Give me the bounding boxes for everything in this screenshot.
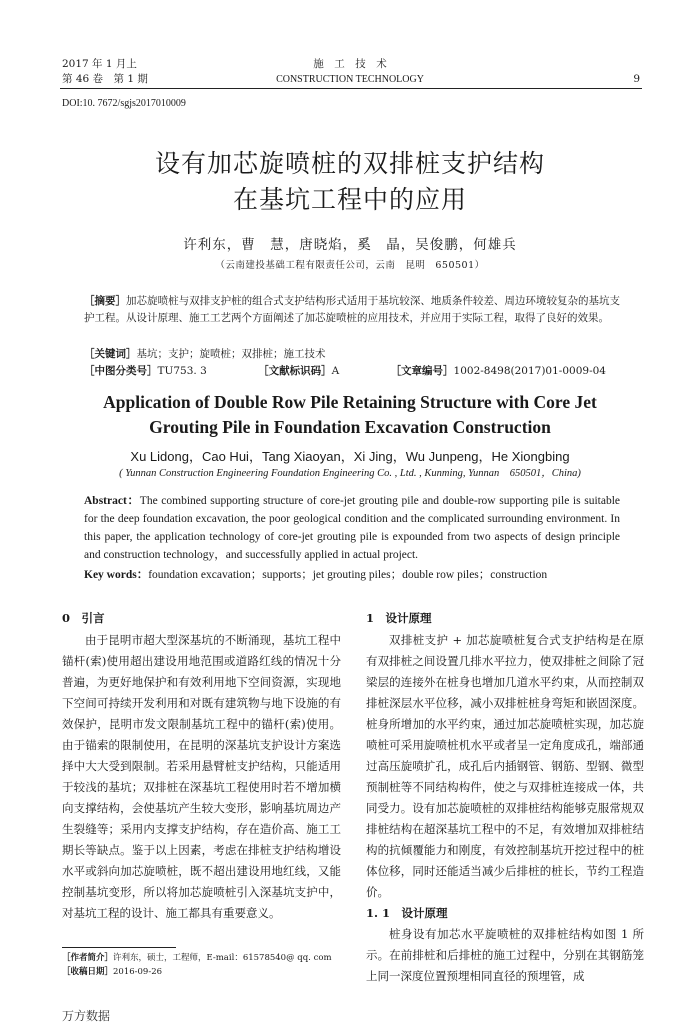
doc-code-label: ［文献标识码］	[258, 365, 332, 377]
abstract-cn	[84, 293, 620, 327]
design-paragraph-2: 桩身设有加芯水平旋喷桩的双排桩结构如图 1 所示。在前排桩和后排桩的施工过程中，分别在其钢筋笼上同一深度位置预埋相同直径的预埋管，成	[366, 927, 644, 983]
affiliation-en: ( Yunnan Construction Engineering Foundation Engineering Co. , Ltd. , Kunming, Yunnan 650501，China)	[119, 468, 581, 479]
right-column-body	[366, 630, 644, 987]
header-date: 2017 年 1 月上	[62, 58, 137, 70]
section-0-title: 0 引言	[62, 611, 105, 625]
title-en-line1: Application of Double Row Pile Retaining Structure with Core Jet	[103, 392, 597, 412]
authors-cn: 许利东，曹 慧，唐晓焰，奚 晶，吴俊鹏，何雄兵	[183, 237, 517, 253]
footnote-date-label: ［收稿日期］	[62, 967, 114, 977]
footnote-rule	[62, 947, 176, 948]
header-volume: 第 46 卷 第 1 期	[62, 73, 148, 85]
header-journal-en: CONSTRUCTION TECHNOLOGY	[276, 74, 424, 85]
keywords-cn-text: 基坑；支护；旋喷桩；双排桩；施工技术	[136, 348, 326, 360]
title-cn-line1: 设有加芯旋喷桩的双排桩支护结构	[154, 149, 545, 178]
abstract-en	[84, 492, 620, 564]
abstract-en-label: Abstract：	[84, 495, 140, 507]
header-page-number: 9	[633, 73, 640, 85]
section-1-title: 1 设计原理	[366, 611, 432, 625]
keywords-en	[84, 566, 620, 584]
abstract-cn-text: 加芯旋喷桩与双排支护桩的组合式支护结构形式适用于基坑较深、地质条件较差、周边环境较复杂的基坑支护工程。从设计原理、施工工艺两个方面阐述了加芯旋喷桩的应用技术，并应用于实际工程，取得了良好的效果。	[84, 295, 621, 324]
design-paragraph: 双排桩支护 + 加芯旋喷桩复合式支护结构是在原有双排桩之间设置几排水平拉力，使双排桩之间除了冠梁层的连接外在桩身也增加几道水平约束，从而控制双排桩深层水平位移，减小双排桩桩身弯矩和嵌固深度。桩身所增加的水平约束，通过加芯旋喷桩实现，加芯旋喷桩可采用旋喷桩机水平或者呈一定角度成孔，端部通过高压旋喷扩孔，成孔后内插钢管、钢筋、型钢、微型预制桩等不同结构构件，使之与双排桩连接成一体，共同受力。设有加芯旋喷桩的双排桩结构能够克服常规双排桩结构在超深基坑工程中的不足，有效增加双排桩结构的抗倾覆能力和刚度，有效控制基坑开挖过程中的桩体位移，同时还能适当减少后排桩的桩长，节约工程造价。	[366, 633, 644, 899]
keywords-cn-label: ［关键词］	[84, 348, 137, 360]
footnote-date-text: 2016-09-26	[113, 967, 163, 977]
title-cn-line2: 在基坑工程中的应用	[232, 185, 467, 214]
keywords-en-text: foundation excavation；supports；jet grouting piles；double row piles；construction	[148, 569, 548, 581]
left-column-body	[62, 630, 341, 924]
keywords-cn	[84, 346, 620, 363]
clc-value: TU753. 3	[157, 365, 207, 377]
header-journal-cn: 施 工 技 术	[313, 58, 387, 70]
intro-paragraph: 由于昆明市超大型深基坑的不断涌现，基坑工程中锚杆(索)使用超出建设用地范围或道路红线的情况十分普遍，为更好地保护和有效利用地下空间资源，实现地下空间可持续开发利用和对既有建筑物与地下设施的有效保护，昆明市发文限制基坑工程中的锚杆(索)使用。由于锚索的限制使用，在昆明的深基坑支护设计方案选择中大大受到限制。若采用悬臂桩支护结构，只能适用于较浅的基坑；双排桩在深基坑工程使用时若不增加横向支撑结构，会使基坑产生较大变形，影响基坑周边产生裂缝等；采用内支撑支护结构，存在造价高、施工工期长等缺点。鉴于以上因素，考虑在排桩支护结构增设水平或斜向加芯旋喷桩，既不超出建设用地红线，又能控制基坑变形，所以将加芯旋喷桩引入深基坑支护中，对基坑工程的设计、施工都具有重要意义。	[62, 633, 341, 920]
classification-line	[84, 363, 620, 380]
abstract-cn-label: ［摘要］	[84, 295, 127, 307]
title-en-line2: Grouting Pile in Foundation Excavation Construction	[149, 417, 551, 437]
doi: DOI:10. 7672/sgjs2017010009	[62, 98, 186, 109]
article-no-value: 1002-8498(2017)01-0009-04	[453, 365, 606, 377]
footnote-author-text: 许利东，硕士，工程师，E-mail：61578540@ qq. com	[113, 953, 332, 963]
article-no-label: ［文章编号］	[390, 365, 454, 377]
doc-code-value: A	[331, 365, 340, 377]
keywords-en-label: Key words：	[84, 569, 149, 581]
abstract-en-text: The combined supporting structure of core-jet grouting pile and double-row supporting pile is suitable for the deep foundation excavation, the poor geological condition and the complicated surrounding environment. In this paper, the application technology of core-jet grouting pile is expounded from two aspects of design principle and construction technology，and successfully applied in actual project.	[84, 495, 620, 561]
watermark: 万方数据	[62, 1009, 111, 1023]
subsection-1-1-title: 1. 1 设计原理	[366, 906, 448, 920]
authors-en: Xu Lidong，Cao Hui，Tang Xiaoyan，Xi Jing，Wu Junpeng，He Xiongbing	[130, 449, 570, 464]
clc-label: ［中图分类号］	[84, 365, 158, 377]
footnote-author-label: ［作者简介］	[62, 953, 114, 963]
affiliation-cn: （云南建投基础工程有限责任公司，云南 昆明 650501）	[215, 260, 485, 271]
footnote-author	[62, 951, 352, 965]
footnote-date	[62, 965, 352, 979]
header-rule	[60, 88, 642, 89]
